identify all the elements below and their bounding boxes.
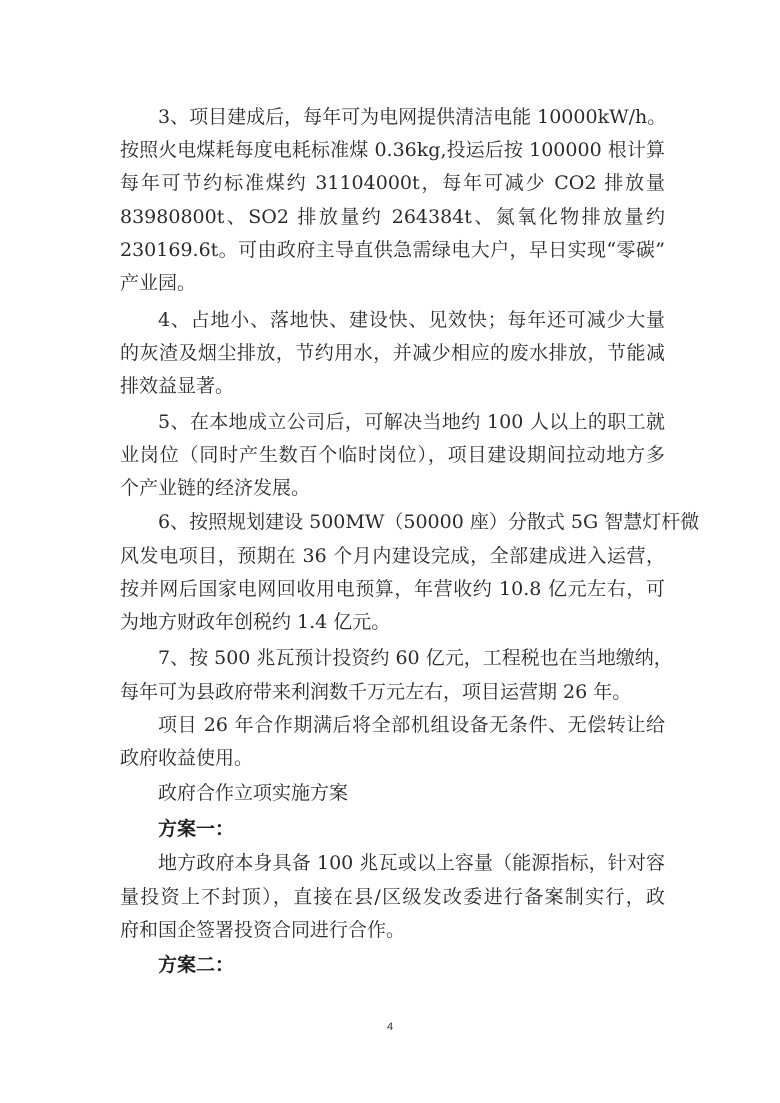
paragraph-3-line-6: 产业园。: [120, 272, 197, 294]
transfer-paragraph-line-2: 政府收益使用。: [120, 747, 254, 769]
transfer-paragraph-line-1: 项目 26 年合作期满后将全部机组设备无条件、无偿转让给: [158, 714, 665, 736]
paragraph-7-line-2: 每年可为县政府带来利润数千万元左右，项目运营期 26 年。: [120, 681, 632, 703]
paragraph-3-line-3: 每年可节约标准煤约 31104000t，每年可减少 CO2 排放量: [120, 172, 665, 194]
paragraph-4-line-3: 排效益显著。: [120, 375, 235, 397]
paragraph-3-line-4: 83980800t、SO2 排放量约 264384t、氮氧化物排放量约: [120, 206, 665, 228]
plan-two-heading: 方案二：: [158, 954, 235, 976]
plan-one-line-3: 府和国企签署投资合同进行合作。: [120, 919, 406, 941]
plan-one-line-2: 量投资上不封顶），直接在县/区级发改委进行备案制实行，政: [120, 886, 665, 908]
paragraph-5-line-3: 个产业链的经济发展。: [120, 477, 311, 499]
paragraph-6-line-1: 6、按照规划建设 500MW（50000 座）分散式 5G 智慧灯杆微: [158, 511, 700, 533]
section-heading-implementation-plan: 政府合作立项实施方案: [158, 782, 349, 804]
paragraph-5-line-1: 5、在本地成立公司后，可解决当地约 100 人以上的职工就: [158, 411, 665, 433]
paragraph-6-line-2: 风发电项目，预期在 36 个月内建设完成，全部建成进入运营，: [120, 545, 665, 567]
paragraph-4-line-2: 的灰渣及烟尘排放，节约用水，并减少相应的废水排放，节能减: [120, 342, 665, 364]
page-number: 4: [386, 1021, 394, 1033]
plan-one-line-1: 地方政府本身具备 100 兆瓦或以上容量（能源指标，针对容: [158, 852, 665, 874]
paragraph-5-line-2: 业岗位（同时产生数百个临时岗位），项目建设期间拉动地方多: [120, 444, 665, 466]
paragraph-7-line-1: 7、按 500 兆瓦预计投资约 60 亿元，工程税也在当地缴纳，: [158, 647, 673, 669]
paragraph-4-line-1: 4、占地小、落地快、建设快、见效快；每年还可减少大量: [158, 309, 665, 331]
paragraph-3-line-5: 230169.6t。可由政府主导直供急需绿电大户，早日实现“零碳”: [120, 239, 665, 261]
paragraph-6-line-3: 按并网后国家电网回收用电预算，年营收约 10.8 亿元左右，可: [120, 578, 665, 600]
paragraph-3-line-1: 3、项目建成后，每年可为电网提供清洁电能 10000kW/h。: [158, 106, 667, 128]
paragraph-6-line-4: 为地方财政年创税约 1.4 亿元。: [120, 611, 391, 633]
paragraph-3-line-2: 按照火电煤耗每度电耗标准煤 0.36kg,投运后按 100000 根计算: [120, 139, 665, 161]
plan-one-heading: 方案一：: [158, 818, 235, 840]
